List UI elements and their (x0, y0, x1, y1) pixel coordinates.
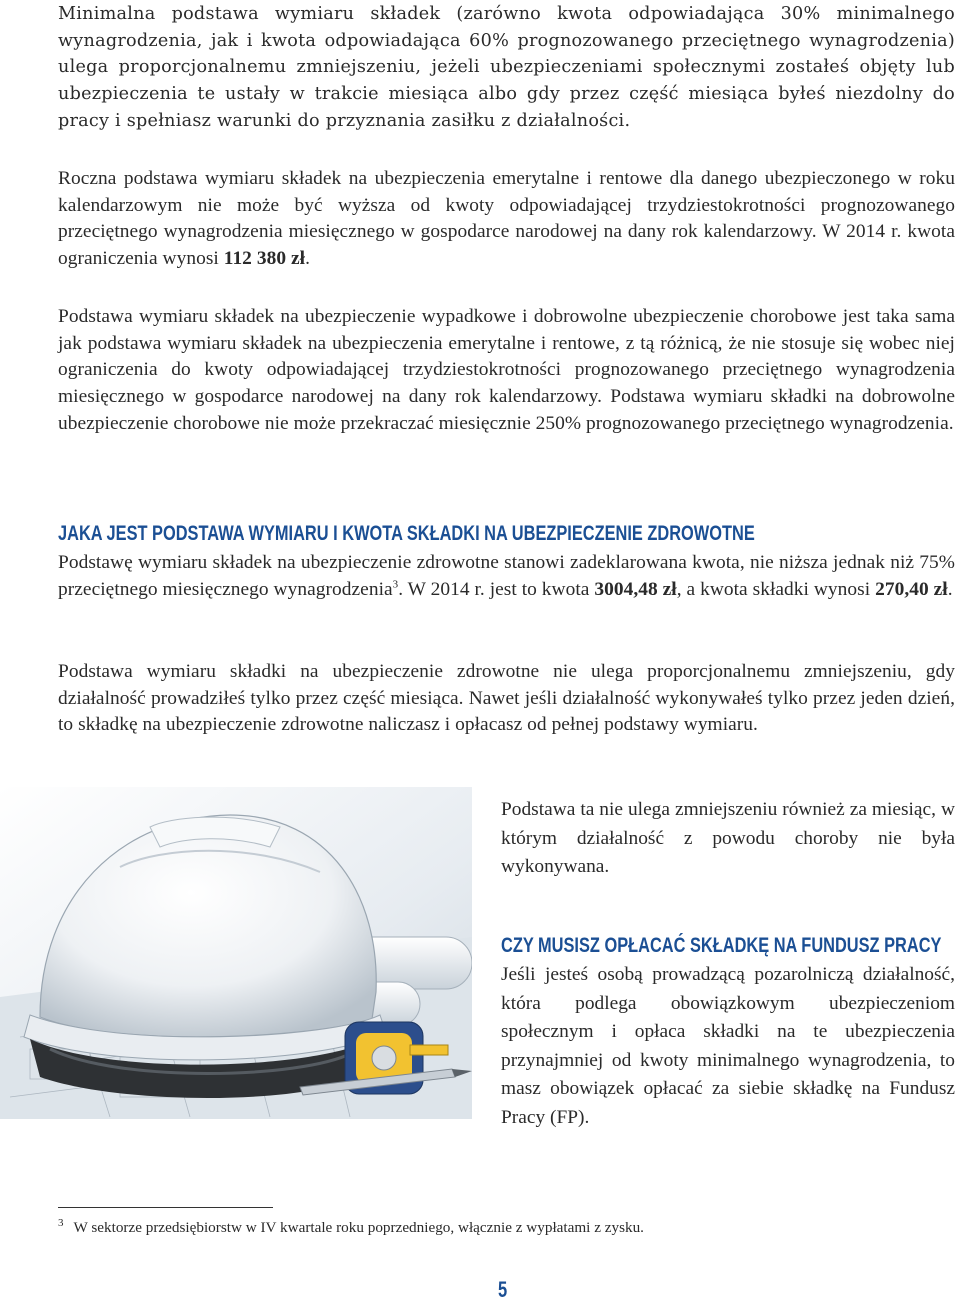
sidebar-paragraph-labour-fund: Jeśli jesteś osobą prowadzącą pozarolniczą działalność, która podlega obowiązkowym ubezpieczeniom społecznym i opłaca składki na te ubezpieczenia przynajmniej od kwoty minimalnego wynagrodzenia, to masz obowiązek opłacać za siebie składkę na Fundusz Pracy (FP). (501, 964, 955, 1128)
footnote-reference: 3 (392, 578, 399, 591)
page-number: 5 (498, 1277, 508, 1302)
paragraph-accident-sickness: Podstawa wymiaru składek na ubezpieczenie wypadkowe i dobrowolne ubezpieczenie chorobowe jest taka sama jak podstawa wymiaru składek na ubezpieczenia emerytalne i rentowe, z tą różnicą, że nie stosuje się wobec niej ograniczenia do kwoty odpowiadającej trzydziestokrotności prognozowanego przeciętnego wynagrodzenia miesięcznego w gospodarce narodowej na dany rok kalendarzowy. Podstawa wymiaru składki na dobrowolne ubezpieczenie chorobowe nie może przekraczać miesięcznie 250% prognozowanego przeciętnego wynagrodzenia. (58, 306, 955, 434)
heading-health-insurance: JAKA JEST PODSTAWA WYMIARU I KWOTA SKŁADKI NA UBEZPIECZENIE ZDROWOTNE (58, 522, 755, 545)
hard-hat-photo (0, 787, 472, 1119)
annual-limit-text: Roczna podstawa wymiaru składek na ubezpieczenia emerytalne i rentowe dla danego ubezpieczonego w roku kalendarzowym nie może być wyższa od kwoty odpowiadającej trzydziestokrotności prognozowanego przeciętnego wynagrodzenia miesięcznego w gospodarce narodowej na dany rok kalendarzowy. W 2014 r. kwota ograniczenia wynosi (58, 168, 955, 270)
sidebar-paragraph-illness: Podstawa ta nie ulega zmniejszeniu również za miesiąc, w którym działalność z powodu choroby nie była wykonywana. (501, 799, 955, 877)
heading-labour-fund: CZY MUSISZ OPŁACAĆ SKŁADKĘ NA FUNDUSZ PRACY (501, 934, 942, 957)
footnote-text: W sektorze przedsiębiorstw w IV kwartale roku poprzedniego, włącznie z wypłatami z zysku. (73, 1219, 644, 1237)
health-base-text-3: , a kwota składki wynosi (676, 578, 876, 600)
annual-limit-amount: 112 380 zł (223, 248, 306, 270)
health-base-text: Podstawę wymiaru składek na ubezpieczenie zdrowotne stanowi zadeklarowana kwota, nie niższa jednak niż 75% przeciętnego miesięcznego wynagrodzenia (58, 552, 955, 600)
footnote-number: 3 (58, 1217, 64, 1229)
paragraph-health-base (58, 550, 955, 603)
health-base-text-2: . W 2014 r. jest to kwota (398, 578, 595, 600)
annual-limit-end: . (305, 248, 310, 270)
paragraph-min-base: Minimalna podstawa wymiaru składek (zarówno kwota odpowiadająca 30% minimalnego wynagrodzenia, jak i kwota odpowiadająca 60% prognozowanego przeciętnego wynagrodzenia) ulega proporcjonalnemu zmniejszeniu, jeżeli ubezpieczeniami społecznymi zostałeś objęty lub ubezpieczenia te ustały w trakcie miesiąca albo gdy przez część miesiąca byłeś niezdolny do pracy i spełniasz warunki do przyznania zasiłku z działalności. (58, 4, 955, 131)
health-base-end: . (947, 578, 953, 600)
paragraph-health-not-reduced: Podstawa wymiaru składki na ubezpieczenie zdrowotne nie ulega proporcjonalnemu zmniejszeniu, gdy działalność prowadziłeś tylko przez część miesiąca. Nawet jeśli działalność wykonywałeś tylko przez jeden dzień, to składkę na ubezpieczenie zdrowotne naliczasz i opłacasz od pełnej podstawy wymiaru. (58, 661, 955, 736)
paragraph-annual-limit (58, 166, 955, 273)
health-contribution-amount: 270,40 zł (875, 578, 948, 600)
health-base-amount: 3004,48 zł (594, 578, 677, 600)
footnote (58, 1213, 644, 1238)
footnote-divider (58, 1207, 273, 1208)
